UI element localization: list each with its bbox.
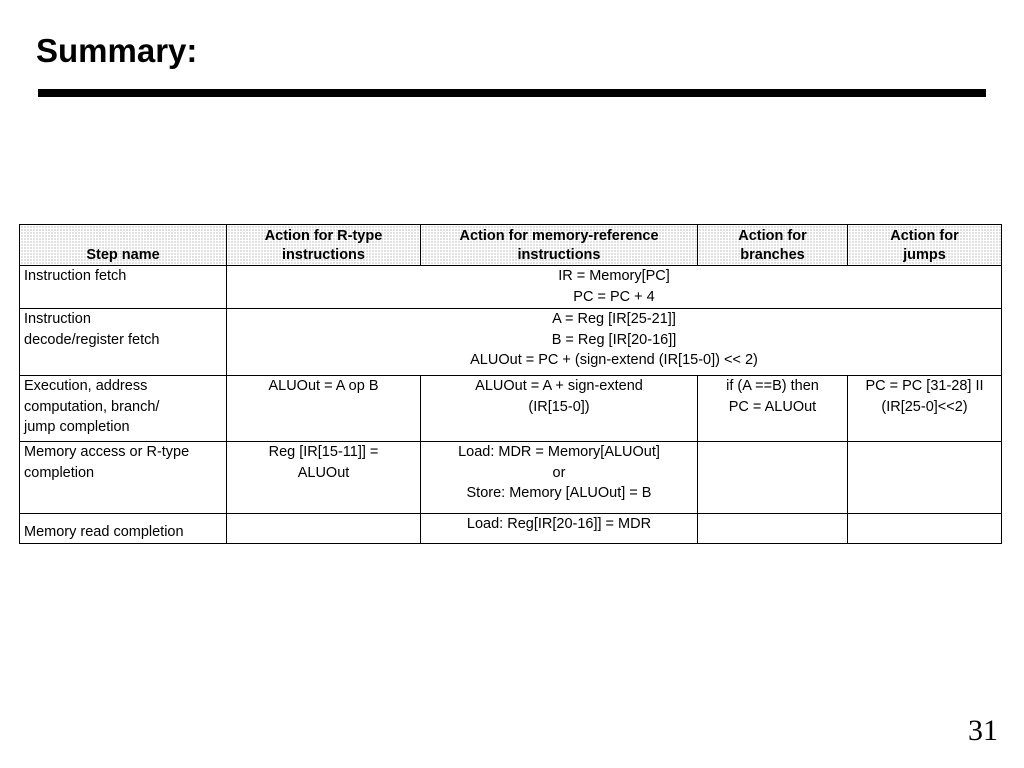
cell-line: Load: Reg[IR[20-16]] = MDR xyxy=(466,516,652,532)
cell-line: Instruction xyxy=(24,311,91,327)
cell-line: completion xyxy=(24,464,95,481)
cell-line: ALUOut = PC + (sign-extend (IR[15-0]) << 2) xyxy=(470,352,758,368)
memory-reference-action-cell xyxy=(421,514,698,544)
branch-action-cell xyxy=(698,376,848,442)
jump-action-cell-empty xyxy=(848,442,1002,514)
cell-line: Reg [IR[15-11]] = xyxy=(268,444,379,460)
cell-line: (IR[25-0]<<2) xyxy=(881,398,968,415)
cell-line: PC = ALUOut xyxy=(728,398,817,415)
cell-line: Memory access or R-type xyxy=(24,444,190,460)
slide-title: Summary: xyxy=(36,32,198,69)
cell-line: Instruction fetch xyxy=(24,268,127,284)
cell-line: Memory read completion xyxy=(24,523,184,540)
cell-line: jump completion xyxy=(24,419,130,435)
step-name-cell xyxy=(20,266,227,309)
memory-reference-action-cell xyxy=(421,442,698,514)
merged-action-cell xyxy=(227,309,1002,376)
title-divider xyxy=(38,89,986,97)
header-line: Action for memory-reference xyxy=(459,228,659,244)
cell-line: A = Reg [IR[25-21]] xyxy=(552,311,676,327)
table-header-row xyxy=(20,225,1002,266)
header-line: branches xyxy=(740,247,805,263)
cell-line: ALUOut = A op B xyxy=(268,378,379,394)
table-row-instruction-fetch xyxy=(20,266,1002,309)
cell-line: PC = PC [31-28] II xyxy=(865,378,984,394)
table-row-memory-access xyxy=(20,442,1002,514)
header-line: Action for xyxy=(738,228,807,244)
branch-action-cell-empty xyxy=(698,514,848,544)
jump-action-cell-empty xyxy=(848,514,1002,544)
r-type-action-cell-empty xyxy=(227,514,421,544)
header-memory-reference xyxy=(421,225,698,266)
step-name-cell xyxy=(20,514,227,544)
r-type-action-cell xyxy=(227,442,421,514)
cell-line: computation, branch/ xyxy=(24,398,160,415)
cell-line: (IR[15-0]) xyxy=(528,398,590,415)
header-jumps xyxy=(848,225,1002,266)
header-line: Step name xyxy=(86,247,160,263)
cell-line: decode/register fetch xyxy=(24,331,160,348)
page-number: 31 xyxy=(968,714,998,747)
header-line: jumps xyxy=(903,247,946,263)
cell-line: Execution, address xyxy=(24,378,148,394)
header-line: Action for xyxy=(890,228,959,244)
header-line: Action for R-type xyxy=(264,228,383,244)
merged-action-cell xyxy=(227,266,1002,309)
cell-line: if (A ==B) then xyxy=(726,378,819,394)
table-row-decode-register-fetch xyxy=(20,309,1002,376)
table-row-memory-read-completion xyxy=(20,514,1002,544)
step-name-cell xyxy=(20,309,227,376)
cell-line: ALUOut = A + sign-extend xyxy=(475,378,643,394)
cell-line: IR = Memory[PC] xyxy=(558,268,670,284)
table-row-execution xyxy=(20,376,1002,442)
r-type-action-cell xyxy=(227,376,421,442)
cell-line: B = Reg [IR[20-16]] xyxy=(551,331,677,348)
cell-line: Load: MDR = Memory[ALUOut] xyxy=(458,444,660,460)
step-name-cell xyxy=(20,442,227,514)
header-step-name xyxy=(20,225,227,266)
jump-action-cell xyxy=(848,376,1002,442)
header-line: instructions xyxy=(282,247,365,263)
cell-line: or xyxy=(552,464,566,481)
header-line: instructions xyxy=(517,247,601,263)
cell-line: PC = PC + 4 xyxy=(573,288,655,305)
cell-line: ALUOut xyxy=(297,464,350,481)
cell-line: Store: Memory [ALUOut] = B xyxy=(466,485,652,501)
branch-action-cell-empty xyxy=(698,442,848,514)
header-branches xyxy=(698,225,848,266)
header-r-type xyxy=(227,225,421,266)
step-name-cell xyxy=(20,376,227,442)
memory-reference-action-cell xyxy=(421,376,698,442)
summary-table xyxy=(19,224,1002,544)
